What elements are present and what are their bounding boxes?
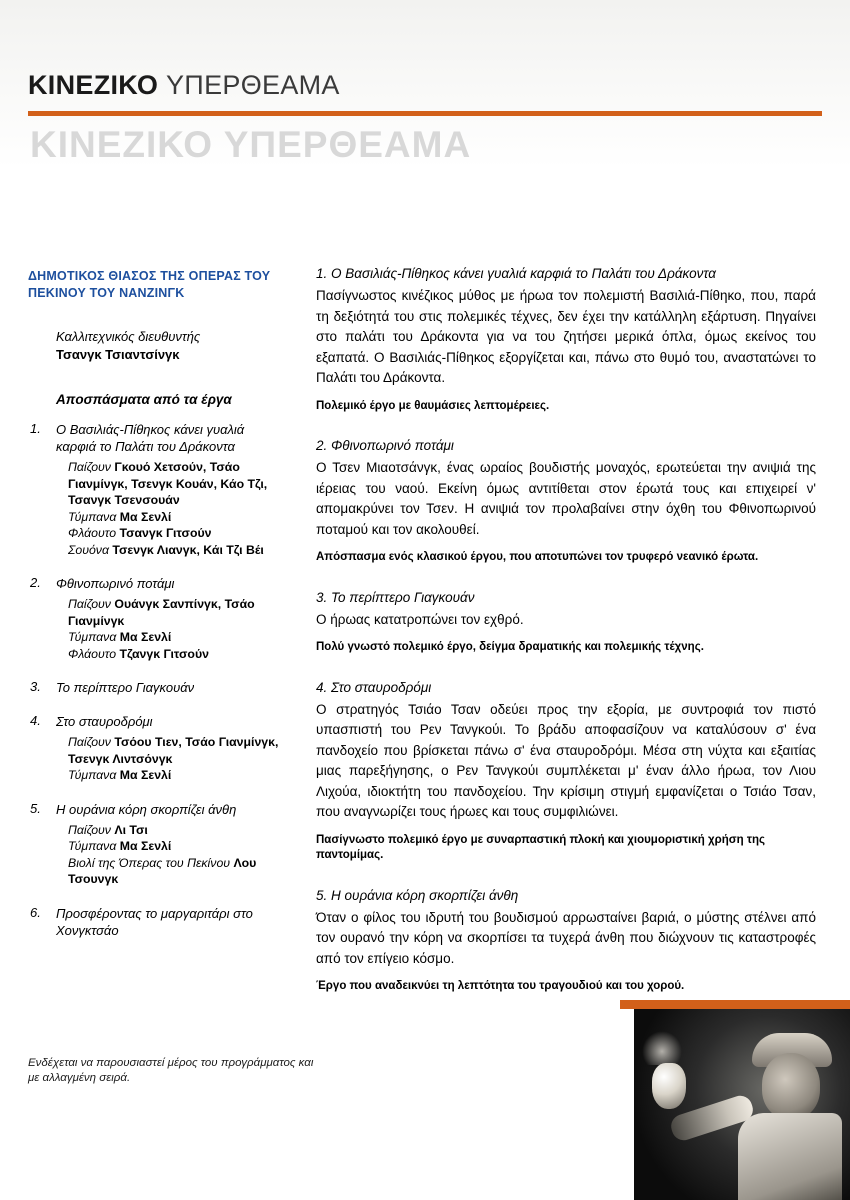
- right-column: [316, 264, 816, 1017]
- credit-names: Γκουό Χετσούν, Τσάο Γιανμίνγκ, Τσενγκ Κουάν, Κάο Τζι, Τσανγκ Τσενσουάν: [68, 460, 268, 507]
- ghost-title: ΚΙΝΕΖΙΚΟ ΥΠΕΡΘΕΑΜΑ: [30, 124, 472, 165]
- synopsis-body: Όταν ο φίλος του ιδρυτή του βουδισμού αρρωσταίνει βαριά, ο μύστης στέλνει από τον ουρανό την κόρη να σκορπίσει τα τυχερά άνθη που διώχνουν τις καταστροφές από τον επίγειο κόσμο.: [316, 909, 816, 966]
- credit-names: Τσανγκ Γιτσούν: [119, 526, 212, 540]
- synopsis-item: [316, 264, 816, 414]
- credit-row: [68, 509, 286, 526]
- credit-label: Φλάουτο: [68, 526, 117, 540]
- director-name: Τσανγκ Τσιαντσίνγκ: [56, 347, 180, 362]
- credit-names: Ουάνγκ Σανπίνγκ, Τσάο Γιανμίνγκ: [68, 597, 255, 628]
- credit-label: Παίζουν: [68, 822, 111, 837]
- work-credits: [68, 734, 286, 784]
- work-item: [28, 713, 286, 784]
- work-title: Προσφέροντας το μαργαριτάρι στο Χονγκτσάο: [56, 905, 253, 938]
- performer-face: [762, 1053, 820, 1119]
- director-role-label: Καλλιτεχνικός διευθυντής: [56, 329, 201, 344]
- work-number: 5.: [30, 800, 41, 816]
- synopsis-item: [316, 436, 816, 566]
- work-title: Η ουράνια κόρη σκορπίζει άνθη: [56, 801, 237, 817]
- credit-row: [68, 542, 286, 559]
- work-credits: [68, 459, 286, 558]
- excerpts-heading: Αποσπάσματα από τα έργα: [56, 392, 232, 407]
- credit-label: Τύμπανα: [68, 509, 117, 524]
- work-number: 1.: [30, 421, 41, 436]
- synopsis-title: 1. Ο Βασιλιάς-Πίθηκος κάνει γυαλιά καρφιά το Παλάτι του Δράκοντα: [316, 266, 716, 281]
- credit-row: [68, 596, 286, 629]
- work-item: [28, 421, 286, 558]
- credit-names: Μα Σενλί: [119, 768, 172, 782]
- credit-label: Τύμπανα: [68, 768, 117, 782]
- work-title: Ο Βασιλιάς-Πίθηκος κάνει γυαλιά καρφιά το Παλάτι του Δράκοντα: [56, 422, 245, 454]
- work-number: 6.: [30, 904, 41, 920]
- credit-names: Λι Τσι: [114, 822, 148, 837]
- credit-names: Τζανγκ Γιτσούν: [119, 646, 209, 661]
- synopsis-note: Πολύ γνωστό πολεμικό έργο, δείγμα δραματικής και πολεμικής τέχνης.: [316, 641, 704, 653]
- credit-row: [68, 838, 286, 855]
- synopsis-title: 5. Η ουράνια κόρη σκορπίζει άνθη: [316, 887, 519, 903]
- credit-label: Φλάουτο: [68, 646, 117, 661]
- header-rule: [28, 111, 822, 116]
- credit-row: [68, 525, 286, 542]
- synopsis-body: Ο στρατηγός Τσιάο Τσαν οδεύει προς την εξορία, με συντροφιά τον πιστό υπασπιστή του Ρεν Τανγκούι. Το βράδυ αποφασίζουν να καταλύσουν σ' ένα πανδοχείο που βρίσκεται πάνω σ' ένα σταυροδρόμι. Μέσα στη νύχτα και εξαιτίας μιας παρεξήγησης, ο Ρεν Τανγκούι συμπλέκεται μ' έναν άλλο ήρωα, τον Λιου Λιχούα, ιδιοκτήτη του πανδοχείου. Την κρίσιμη στιγμή εμφανίζεται ο Τσιάο Τσαν, που αναγνωρίζει τους ήρωες και τους συμφιλιώνει.: [316, 701, 816, 819]
- photo-accent-bar: [620, 1000, 850, 1009]
- synopsis-note: Πασίγνωστο πολεμικό έργο με συναρπαστική πλοκή και χιουμοριστική χρήση της παντομίμας.: [316, 833, 765, 861]
- credit-label: Σουόνα: [68, 542, 109, 557]
- work-title: Το περίπτερο Γιαγκουάν: [56, 680, 195, 695]
- work-title: Φθινοπωρινό ποτάμι: [56, 576, 175, 591]
- work-number: 3.: [30, 679, 41, 694]
- prop-vase: [652, 1063, 686, 1109]
- credit-row: [68, 459, 286, 509]
- credit-label: Τύμπανα: [68, 630, 117, 644]
- work-title: Στο σταυροδρόμι: [56, 714, 153, 729]
- work-item: [28, 679, 286, 696]
- work-number: 4.: [30, 713, 41, 728]
- synopsis-item: [316, 886, 816, 995]
- credit-names: Τσενγκ Λιανγκ, Κάι Τζι Βέι: [112, 542, 264, 557]
- page-header: [28, 70, 822, 116]
- credit-row: [68, 767, 286, 784]
- synopsis-item: [316, 678, 816, 864]
- credit-row: [68, 629, 286, 646]
- page-title: [28, 70, 822, 101]
- credit-row: [68, 822, 286, 839]
- credit-names: Μα Σενλί: [119, 509, 172, 524]
- company-name: ΔΗΜΟΤΙΚΟΣ ΘΙΑΣΟΣ ΤΗΣ ΟΠΕΡΑΣ ΤΟΥ ΠΕΚΙΝΟΥ ΤΟΥ ΝΑΝΖΙΝΓΚ: [28, 269, 271, 300]
- credit-row: [68, 855, 286, 888]
- performer-costume: [738, 1113, 842, 1200]
- credit-label: Βιολί της Όπερας του Πεκίνου: [68, 855, 231, 870]
- synopsis-note: Έργο που αναδεικνύει τη λεπτότητα του τραγουδιού και του χορού.: [316, 980, 685, 992]
- credit-label: Παίζουν: [68, 460, 111, 474]
- synopsis-note: Απόσπασμα ενός κλασικού έργου, που αποτυπώνει τον τρυφερό νεανικό έρωτα.: [316, 551, 759, 563]
- smoke-effect: [642, 1031, 682, 1065]
- work-number: 2.: [30, 575, 41, 590]
- work-credits: [68, 822, 286, 888]
- synopsis-note: Πολεμικό έργο με θαυμάσιες λεπτομέρειες.: [316, 399, 550, 412]
- synopsis-body: Ο Τσεν Μιαοτσάνγκ, ένας ωραίος βουδιστής μοναχός, ερωτεύεται την ανιψιά της ιέρειας του ναού. Εκείνη όμως αντιτίθεται στον έρωτά τους και επιχειρεί ν' απομακρύνει τον Τσεν. Η ανιψιά τον προλαβαίνει στην όχθη του Φθινοπωρινού ποταμού και τον ακολουθεί.: [316, 460, 816, 537]
- credit-label: Παίζουν: [68, 735, 111, 749]
- credit-row: [68, 734, 286, 767]
- synopsis-body: Ο ήρωας κατατροπώνει τον εχθρό.: [316, 611, 524, 627]
- credit-row: [68, 646, 286, 663]
- page-title-light: ΥΠΕΡΘΕΑΜΑ: [165, 70, 340, 100]
- page-title-bold: ΚΙΝΕΖΙΚΟ: [28, 70, 159, 100]
- synopsis-body: Πασίγνωστος κινέζικος μύθος με ήρωα τον πολεμιστή Βασιλιά-Πίθηκο, που, παρά τη δεξιότητά του στις πολεμικές τέχνες, δεν έχει την κατάλληλη εξάρτυση. Πηγαίνει στο παλάτι του Δράκοντα για να του ζητήσει μερικά όπλα, όμως εκείνος του εξαπατά. Ο Βασιλιάς-Πίθηκος εξοργίζεται και, πάνω στο θυμό του, αναστατώνει το Παλάτι του Δράκοντα.: [316, 288, 816, 385]
- program-note: Ενδέχεται να παρουσιαστεί μέρος του προγράμματος και με αλλαγμένη σειρά.: [28, 1057, 314, 1084]
- synopsis-title: 4. Στο σταυροδρόμι: [316, 679, 432, 695]
- work-item: [28, 801, 286, 888]
- credit-label: Τύμπανα: [68, 839, 117, 853]
- work-credits: [68, 596, 286, 662]
- credit-names: Μα Σενλί: [119, 839, 172, 853]
- left-column: [28, 268, 286, 956]
- synopsis-title: 2. Φθινοπωρινό ποτάμι: [316, 438, 454, 453]
- peking-opera-performer-photo: [634, 1009, 850, 1200]
- credit-label: Παίζουν: [68, 597, 111, 611]
- works-list: [28, 421, 286, 939]
- work-item: [28, 575, 286, 662]
- photo-block: [620, 1000, 850, 1200]
- work-item: [28, 905, 286, 939]
- credit-names: Μα Σενλί: [119, 630, 172, 644]
- artistic-director: [56, 328, 286, 364]
- credit-names: Τσόου Τιεν, Τσάο Γιανμίνγκ, Τσενγκ Λιντσόνγκ: [68, 735, 279, 766]
- synopsis-title: 3. Το περίπτερο Γιαγκουάν: [316, 589, 475, 605]
- credit-names: Λου Τσουνγκ: [68, 855, 257, 886]
- synopsis-item: [316, 588, 816, 656]
